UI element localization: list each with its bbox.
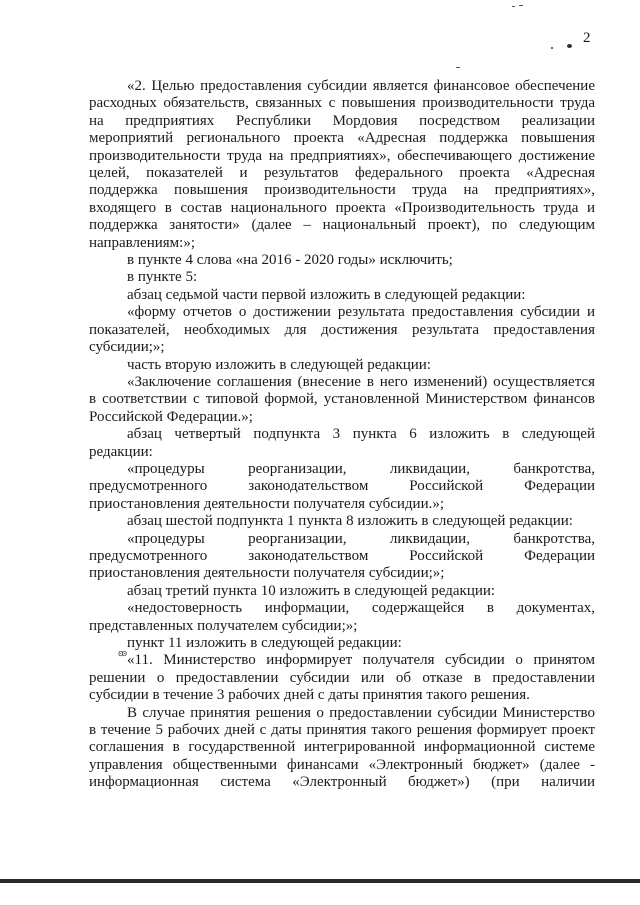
- text-line: входящего в состав национального проекта «Производительность труда и: [89, 199, 595, 216]
- text-line: «11. Министерство информирует получателя субсидии о принятом: [127, 652, 595, 669]
- text-line: В случае принятия решения о предоставлении субсидии Министерство: [127, 704, 595, 721]
- text-line: абзац третий пункта 10 изложить в следующей редакции:: [127, 582, 496, 599]
- text-line: приостановления деятельности получателя субсидии.»;: [89, 495, 445, 512]
- text-line: часть вторую изложить в следующей редакции:: [127, 356, 431, 373]
- text-line: поддержка занятости» (далее – национальный проект), по следующим: [89, 217, 595, 234]
- scan-edge: [0, 879, 640, 883]
- text-line: в пункте 4 слова «на 2016 - 2020 годы» исключить;: [127, 252, 453, 269]
- text-line: «2. Целью предоставления субсидии является финансовое обеспечение: [127, 78, 595, 94]
- text-line: в соответствии с типовой формой, установленной Министерством финансов: [89, 391, 595, 408]
- text-line: абзац седьмой части первой изложить в следующей редакции:: [127, 286, 526, 303]
- scan-artifact: [567, 44, 572, 48]
- text-line: Российской Федерации.»;: [89, 408, 253, 425]
- text-line: «Заключение соглашения (внесение в него изменений) осуществляется: [127, 373, 595, 390]
- scan-artifact: [551, 47, 553, 49]
- text-line: «процедуры реорганизации, ликвидации, банкротства,: [127, 460, 595, 477]
- scan-artifact: [519, 5, 523, 6]
- text-line: абзац шестой подпункта 1 пункта 8 изложить в следующей редакции:: [127, 513, 573, 530]
- text-line: представленных получателем субсидии;»;: [89, 617, 358, 634]
- text-line: соглашения в государственной интегрированной информационной системе: [89, 739, 595, 756]
- text-line: предусмотренного законодательством Российской Федерации: [89, 478, 595, 495]
- text-line: приостановления деятельности получателя субсидии;»;: [89, 565, 445, 582]
- text-line: пункт 11 изложить в следующей редакции:: [127, 635, 402, 651]
- text-line: управления общественными финансами «Электронный бюджет» (далее -: [89, 756, 595, 773]
- text-line: производительности труда на предприятиях», обеспечивающего достижение: [89, 147, 595, 164]
- text-line: информационная система «Электронный бюджет») (при наличии: [89, 774, 595, 791]
- text-line: субсидии в течение 3 рабочих дней с даты принятия такого решения.: [89, 687, 530, 704]
- text-line: предусмотренного законодательством Российской Федерации: [89, 547, 595, 564]
- text-line: поддержка повышения производительности труда на предприятиях»,: [89, 182, 595, 199]
- page-number: 2: [583, 30, 591, 46]
- text-line: в течение 5 рабочих дней с даты принятия такого решения формирует проект: [89, 722, 595, 739]
- text-line: на предприятиях Республики Мордовия посредством реализации: [89, 112, 595, 129]
- text-line: целей, показателей и результатов федерального проекта «Адресная: [89, 165, 595, 182]
- text-line: редакции:: [89, 443, 153, 460]
- text-line: «форму отчетов о достижении результата предоставления субсидии и: [127, 304, 595, 321]
- text-line: абзац четвертый подпункта 3 пункта 6 изложить в следующей: [127, 426, 595, 443]
- text-line: показателей, необходимых для достижения результата предоставления: [89, 321, 595, 338]
- scan-mark: ꙭ: [118, 648, 128, 658]
- text-line: мероприятий регионального проекта «Адресная поддержка повышения: [89, 130, 595, 147]
- text-line: в пункте 5:: [127, 269, 198, 286]
- scan-artifact: [512, 6, 515, 7]
- text-line: «недостоверность информации, содержащейся в документах,: [127, 600, 595, 617]
- text-line: субсидии;»;: [89, 339, 165, 356]
- text-line: «процедуры реорганизации, ликвидации, банкротства,: [127, 530, 595, 547]
- text-line: решении о предоставлении субсидии или об отказе в предоставлении: [89, 669, 595, 686]
- text-line: расходных обязательств, связанных с повышения производительности труда: [89, 95, 595, 112]
- text-line: направлениям:»;: [89, 234, 195, 251]
- scan-artifact: [456, 67, 460, 68]
- document-body: [89, 78, 595, 792]
